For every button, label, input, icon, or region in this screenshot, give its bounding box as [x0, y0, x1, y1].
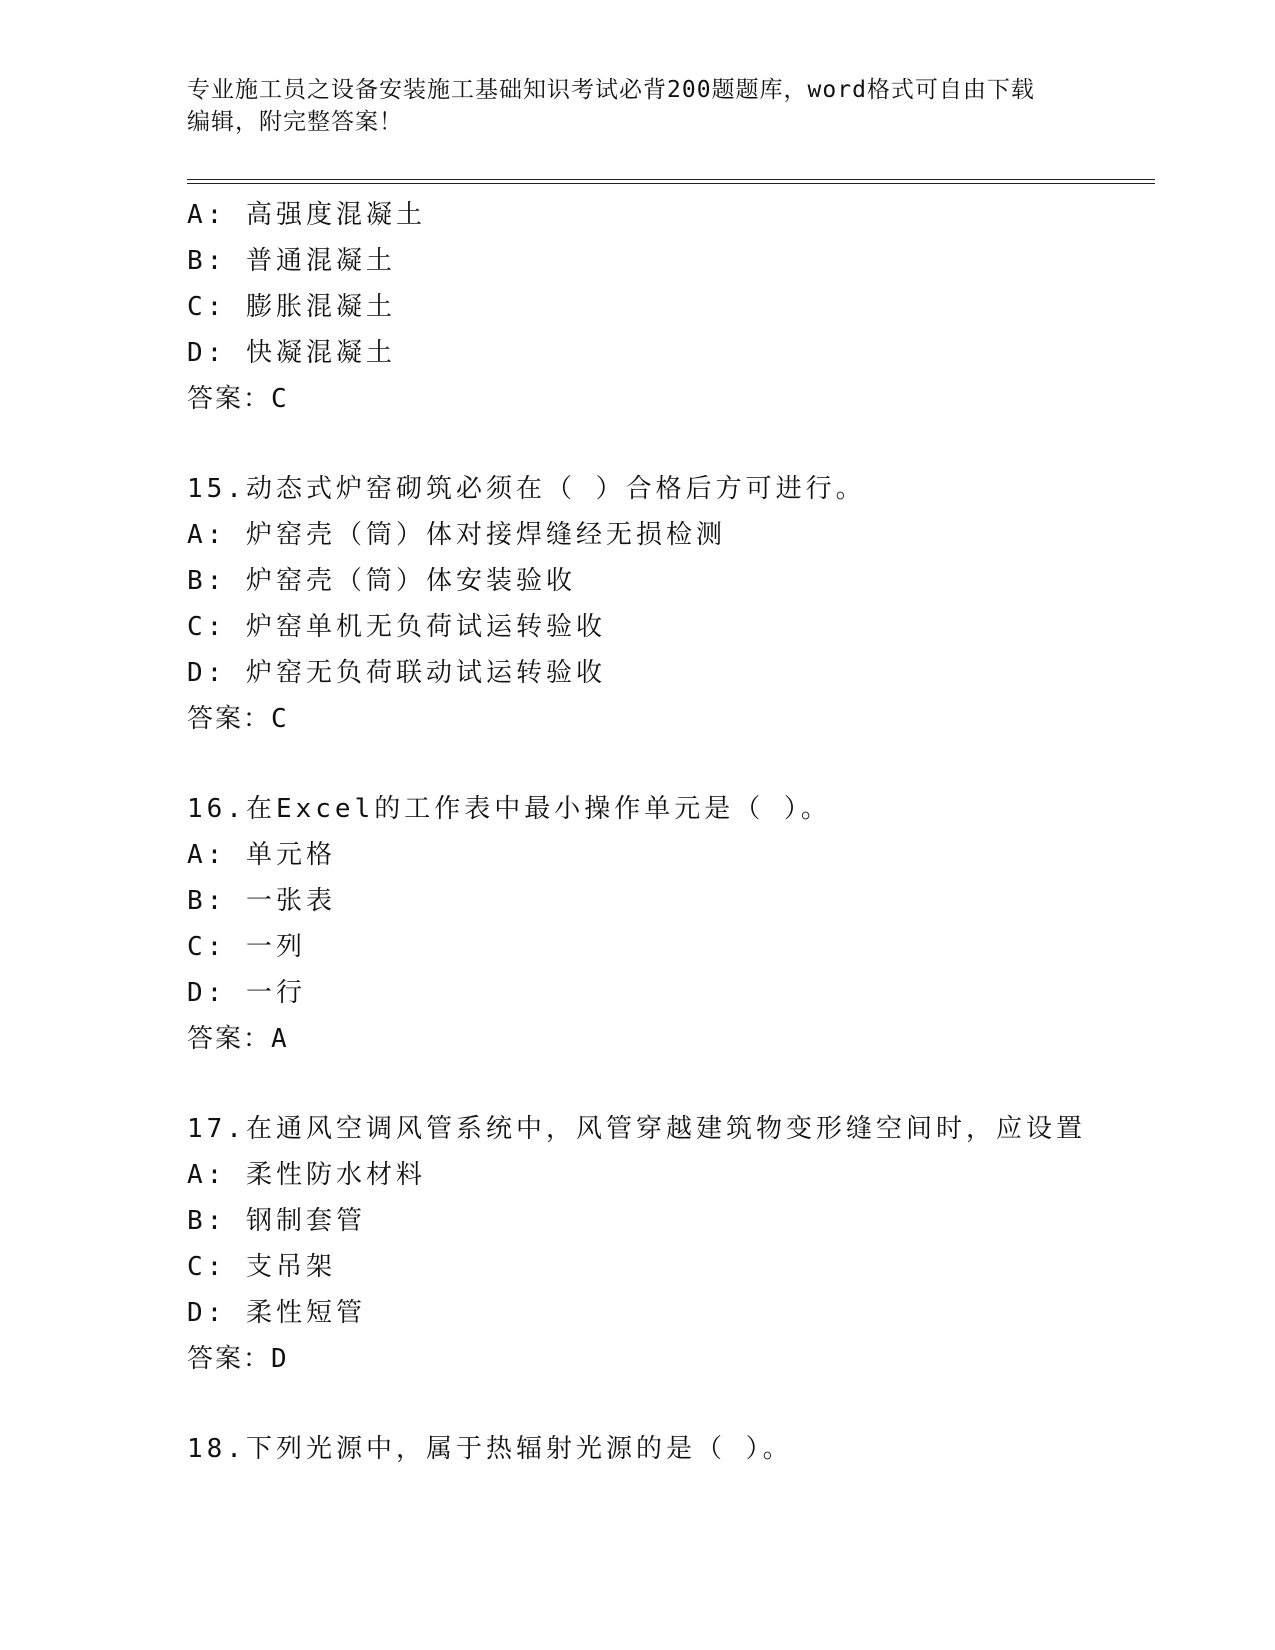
question-text: 16.在Excel的工作表中最小操作单元是（ ）。 [187, 794, 831, 824]
question-16 [187, 786, 1147, 1062]
option-b: B: 普通混凝土 [187, 246, 396, 276]
answer: 答案：A [187, 1024, 289, 1054]
header-rule-top [187, 179, 1155, 180]
option-d: D: 柔性短管 [187, 1298, 366, 1328]
answer: 答案：C [187, 704, 289, 734]
question-17 [187, 1106, 1147, 1382]
option-c: C: 炉窑单机无负荷试运转验收 [187, 612, 606, 642]
option-a: A: 单元格 [187, 840, 336, 870]
header-line-1: 专业施工员之设备安装施工基础知识考试必背200题题库，word格式可自由下载 [187, 77, 1035, 103]
option-a: A: 炉窑壳（筒）体对接焊缝经无损检测 [187, 520, 726, 550]
option-b: B: 炉窑壳（筒）体安装验收 [187, 566, 576, 596]
option-c: C: 支吊架 [187, 1252, 336, 1282]
option-d: D: 快凝混凝土 [187, 338, 396, 368]
option-c: C: 膨胀混凝土 [187, 292, 396, 322]
option-a: A: 高强度混凝土 [187, 200, 426, 230]
option-d: D: 炉窑无负荷联动试运转验收 [187, 658, 606, 688]
question-text: 18.下列光源中，属于热辐射光源的是（ ）。 [187, 1434, 793, 1464]
option-b: B: 一张表 [187, 886, 336, 916]
question-15 [187, 466, 1147, 742]
header-rule-bottom [187, 183, 1155, 184]
option-d: D: 一行 [187, 978, 306, 1008]
option-b: B: 钢制套管 [187, 1206, 366, 1236]
option-a: A: 柔性防水材料 [187, 1160, 426, 1190]
header-line-2: 编辑，附完整答案！ [187, 109, 403, 135]
question-text: 17.在通风空调风管系统中，风管穿越建筑物变形缝空间时，应设置 [187, 1114, 1086, 1144]
answer: 答案：C [187, 384, 289, 414]
option-c: C: 一列 [187, 932, 306, 962]
document-header [187, 74, 1067, 138]
question-14 [187, 192, 1147, 422]
answer: 答案：D [187, 1344, 289, 1374]
question-18 [187, 1426, 1147, 1472]
question-list [187, 192, 1147, 1472]
question-text: 15.动态式炉窑砌筑必须在（ ）合格后方可进行。 [187, 474, 866, 504]
